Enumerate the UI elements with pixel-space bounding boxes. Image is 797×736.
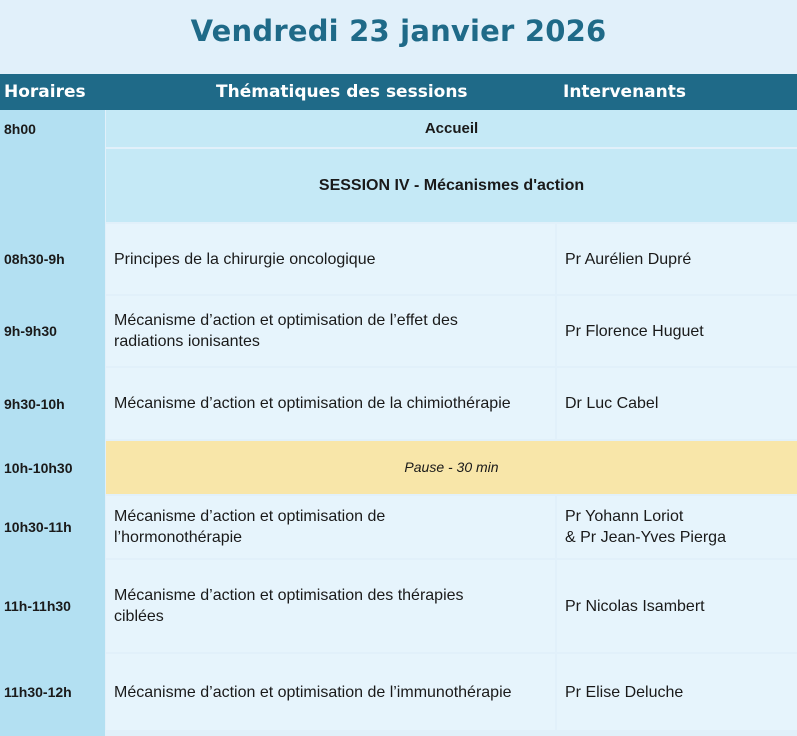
theme-r4-line1: Mécanisme d’action et optimisation de xyxy=(114,508,386,525)
table-header xyxy=(0,74,797,110)
time-r3: 9h30-10h xyxy=(4,396,65,412)
theme-r4-line2: l’hormonothérapie xyxy=(114,529,243,546)
speaker-r5: Pr Nicolas Isambert xyxy=(557,560,797,652)
time-accueil: 8h00 xyxy=(4,121,36,137)
speaker-r4-line2: & Pr Jean-Yves Pierga xyxy=(565,529,726,546)
theme-r5 xyxy=(106,560,555,652)
theme-r1: Principes de la chirurgie oncologique xyxy=(106,224,555,294)
time-r2: 9h-9h30 xyxy=(4,323,57,339)
time-pause: 10h-10h30 xyxy=(4,460,73,476)
theme-r2-line1: Mécanisme d’action et optimisation de l’effet des xyxy=(114,312,458,329)
pause-row: Pause - 30 min xyxy=(106,441,797,494)
theme-r2 xyxy=(106,296,555,366)
theme-r5-line1: Mécanisme d’action et optimisation des thérapies xyxy=(114,587,464,604)
speaker-r1: Pr Aurélien Dupré xyxy=(557,224,797,294)
theme-r2-line2: radiations ionisantes xyxy=(114,333,260,350)
theme-r3: Mécanisme d’action et optimisation de la chimiothérapie xyxy=(106,368,555,439)
speaker-r3: Dr Luc Cabel xyxy=(557,368,797,439)
header-horaires: Horaires xyxy=(4,82,86,102)
time-r4: 10h30-11h xyxy=(4,519,72,535)
accueil-row: Accueil xyxy=(106,110,797,147)
time-column xyxy=(0,110,105,736)
speaker-r6: Pr Elise Deluche xyxy=(557,654,797,730)
time-r6: 11h30-12h xyxy=(4,684,72,700)
header-intervenants: Intervenants xyxy=(563,82,687,102)
time-r5: 11h-11h30 xyxy=(4,598,71,614)
session-title: SESSION IV - Mécanismes d'action xyxy=(106,149,797,222)
header-thematiques: Thématiques des sessions xyxy=(216,82,468,102)
theme-r5-line2: ciblées xyxy=(114,608,164,625)
theme-r6: Mécanisme d’action et optimisation de l’immunothérapie xyxy=(106,654,555,730)
theme-r4 xyxy=(106,496,555,558)
speaker-r4-line1: Pr Yohann Loriot xyxy=(565,508,684,525)
time-r1: 08h30-9h xyxy=(4,251,65,267)
speaker-r4 xyxy=(557,496,797,558)
speaker-r2: Pr Florence Huguet xyxy=(557,296,797,366)
page-title: Vendredi 23 janvier 2026 xyxy=(190,14,607,48)
